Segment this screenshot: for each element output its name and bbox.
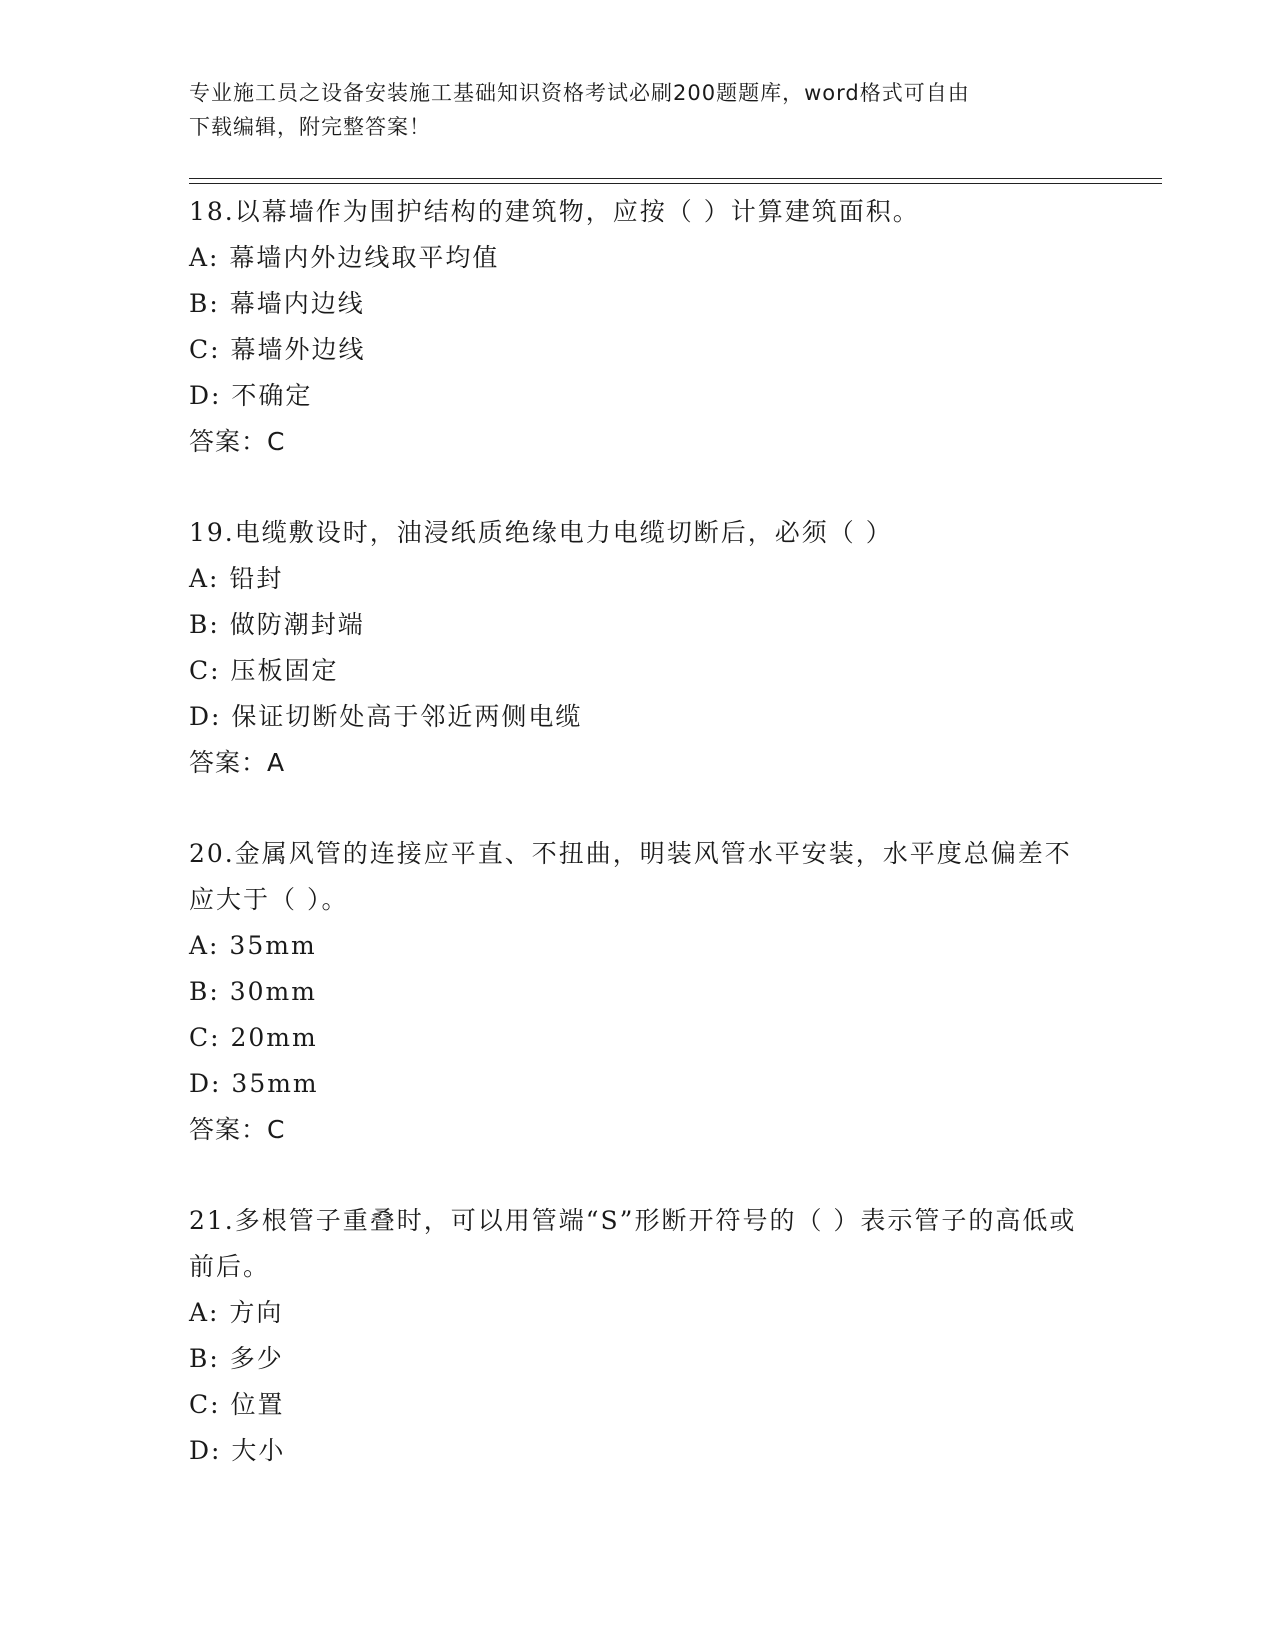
option-a: A: 幕墙内外边线取平均值 [189, 243, 500, 272]
option-c: C: 位置 [189, 1390, 285, 1419]
answer-line: 答案：C [189, 427, 286, 456]
option-a: A: 铅封 [189, 564, 284, 593]
option-a: A: 方向 [189, 1298, 284, 1327]
question-18 [189, 189, 1089, 465]
question-stem: 18.以幕墙作为围护结构的建筑物，应按（ ）计算建筑面积。 [189, 197, 920, 226]
option-d: D: 保证切断处高于邻近两侧电缆 [189, 702, 583, 731]
option-b: B: 30mm [189, 977, 317, 1006]
option-b: B: 幕墙内边线 [189, 289, 365, 318]
question-stem: 19.电缆敷设时，油浸纸质绝缘电力电缆切断后，必须（ ） [189, 518, 893, 547]
question-stem: 21.多根管子重叠时，可以用管端“S”形断开符号的（ ）表示管子的高低或前后。 [189, 1206, 1077, 1281]
header-line-2: 下载编辑，附完整答案！ [189, 115, 431, 139]
header-line-1: 专业施工员之设备安装施工基础知识资格考试必刷200题题库，word格式可自由 [189, 81, 970, 105]
question-21 [189, 1198, 1089, 1474]
option-c: C: 压板固定 [189, 656, 339, 685]
option-c: C: 20mm [189, 1023, 318, 1052]
question-19 [189, 510, 1089, 786]
option-d: D: 35mm [189, 1069, 319, 1098]
option-b: B: 做防潮封端 [189, 610, 365, 639]
header-rule-bottom [189, 183, 1162, 184]
question-stem: 20.金属风管的连接应平直、不扭曲，明装风管水平安装，水平度总偏差不应大于（ ）。 [189, 839, 1072, 914]
answer-line: 答案：A [189, 748, 286, 777]
document-header [189, 76, 1089, 144]
option-c: C: 幕墙外边线 [189, 335, 366, 364]
option-d: D: 不确定 [189, 381, 313, 410]
option-b: B: 多少 [189, 1344, 284, 1373]
answer-line: 答案：C [189, 1115, 286, 1144]
option-a: A: 35mm [189, 931, 317, 960]
header-rule-top [189, 178, 1162, 179]
question-list [189, 189, 1089, 1474]
question-20 [189, 831, 1089, 1153]
option-d: D: 大小 [189, 1436, 286, 1465]
